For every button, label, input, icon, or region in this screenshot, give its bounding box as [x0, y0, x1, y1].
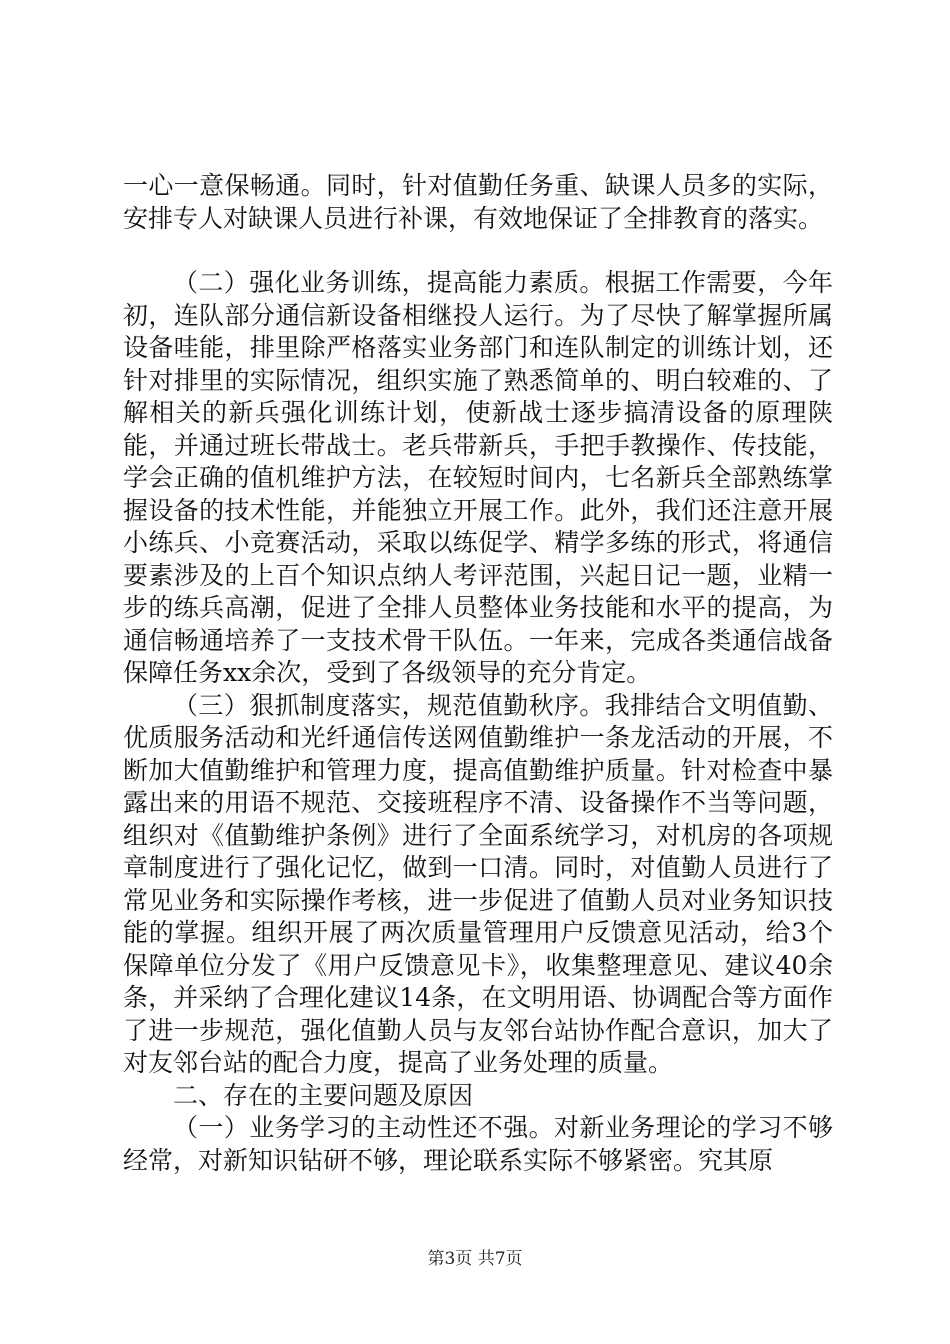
document-body [123, 170, 833, 1177]
paragraph-problem-one: （一）业务学习的主动性还不强。对新业务理论的学习不够经常，对新知识钻研不够，理论联系实际不够紧密。究其原 [123, 1113, 833, 1175]
page-number-footer: 第3页 共7页 [427, 1249, 523, 1269]
paragraph-gap [123, 235, 833, 267]
section-heading-problems: 二、存在的主要问题及原因 [173, 1080, 474, 1110]
paragraph-continuation: 一心一意保畅通。同时，针对值勤任务重、缺课人员多的实际，安排专人对缺课人员进行补课，有效地保证了全排教育的落实。 [123, 171, 833, 233]
paragraph-training: （二）强化业务训练，提高能力素质。根据工作需要，今年初，连队部分通信新设备相继投人运行。为了尽快了解掌握所属设备哇能，排里除严格落实业务部门和连队制定的训练计划，还针对排里的实际情况，组织实施了熟悉简单的、明白较难的、了解相关的新兵强化训练计划，使新战士逐步搞清设备的原理陕能，并通过班长带战士。老兵带新兵，手把手教操作、传技能，学会正确的值机维护方法，在较短时间内，七名新兵全部熟练掌握设备的技术性能，并能独立开展工作。此外，我们还注意开展小练兵、小竞赛活动，采取以练促学、精学多练的形式，将通信要素涉及的上百个知识点纳人考评范围，兴起日记一题，业精一步的练兵高潮，促进了全排人员整体业务技能和水平的提高，为通信畅通培养了一支技术骨干队伍。一年来，完成各类通信战备保障任务xx余次，受到了各级领导的充分肯定。 [123, 268, 833, 687]
paragraph-regulations: （三）狠抓制度落实，规范值勤秋序。我排结合文明值勤、优质服务活动和光纤通信传送网值勤维护一条龙活动的开展，不断加大值勤维护和管理力度，提高值勤维护质量。针对检查中暴露出来的用语不规范、交接班程序不清、设备操作不当等问题，组织对《值勤维护条例》进行了全面系统学习，对机房的各项规章制度进行了强化记忆，做到一口清。同时，对值勤人员进行了常见业务和实际操作考核，进一步促进了值勤人员对业务知识技能的掌握。组织开展了两次质量管理用户反馈意见活动，给3个保障单位分发了《用户反馈意见卡》，收集整理意见、建议40余条，并采纳了合理化建议14条，在文明用语、协调配合等方面作了进一步规范，强化值勤人员与友邻台站协作配合意识，加大了对友邻台站的配合力度，提高了业务处理的质量。 [123, 690, 833, 1077]
